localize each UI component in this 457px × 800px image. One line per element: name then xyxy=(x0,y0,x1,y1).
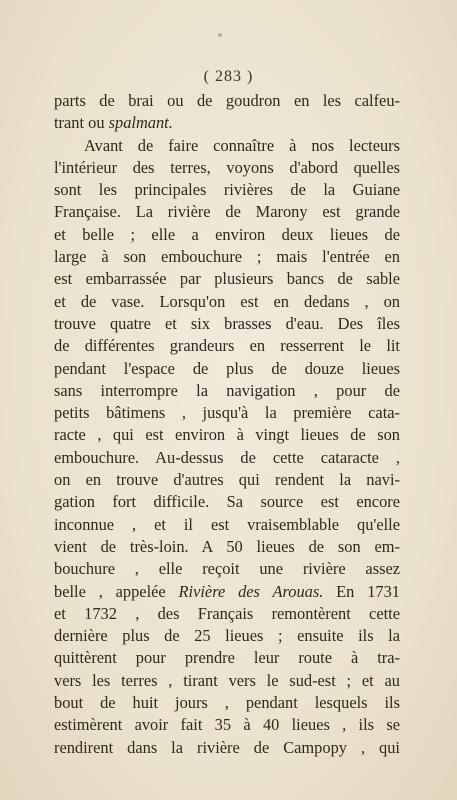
text-segment: Française. La rivière de Marony est grande xyxy=(54,202,400,222)
text-line xyxy=(54,469,400,491)
text-line xyxy=(54,670,400,692)
text-segment: trant ou xyxy=(54,113,109,133)
text-line xyxy=(54,647,400,669)
text-segment: dernière plus de 25 lieues ; ensuite ils la xyxy=(54,626,400,646)
text-line xyxy=(54,447,400,469)
text-line xyxy=(54,514,400,536)
text-line xyxy=(54,737,400,759)
text-line xyxy=(54,692,400,714)
text-segment: embouchure. Au-dessus de cette cataracte , xyxy=(54,447,400,467)
text-line xyxy=(54,90,400,112)
italic-text: Rivière des Arouas. xyxy=(178,581,324,601)
text-segment: rendirent dans la rivière de Campopy , qui xyxy=(54,737,400,757)
text-segment: et de vase. Lorsqu'on est en dedans , on xyxy=(54,291,400,311)
text-line xyxy=(54,201,400,223)
text-segment: inconnue , et il est vraisemblable qu'elle xyxy=(54,514,400,534)
text-line xyxy=(54,581,400,603)
text-segment: pendant l'espace de plus de douze lieues xyxy=(54,358,400,378)
text-line xyxy=(54,224,400,246)
body-text xyxy=(54,90,400,759)
text-line xyxy=(54,157,400,179)
paper-speck xyxy=(218,33,222,37)
text-line xyxy=(54,491,400,513)
text-line xyxy=(54,424,400,446)
text-line xyxy=(54,335,400,357)
text-segment: bouchure , elle reçoit une rivière assez xyxy=(54,559,400,579)
text-line xyxy=(54,558,400,580)
text-line xyxy=(54,536,400,558)
text-segment: petits bâtimens , jusqu'à la première cata- xyxy=(54,403,400,423)
italic-text: spalmant. xyxy=(108,113,173,133)
text-segment: et belle ; elle a environ deux lieues de xyxy=(54,224,400,244)
text-line xyxy=(54,291,400,313)
text-segment: quittèrent pour prendre leur route à tra- xyxy=(54,648,400,668)
text-segment: Avant de faire connaître à nos lecteurs xyxy=(84,135,400,155)
text-segment: parts de brai ou de goudron en les calfeu- xyxy=(54,91,400,110)
text-segment: on en trouve d'autres qui rendent la navi- xyxy=(54,470,400,490)
text-segment: racte , qui est environ à vingt lieues de son xyxy=(54,425,400,445)
text-line xyxy=(54,402,400,424)
text-segment: et 1732 , des Français remontèrent cette xyxy=(54,603,400,623)
text-segment: est embarrassée par plusieurs bancs de sable xyxy=(54,269,400,289)
text-line xyxy=(54,179,400,201)
text-segment: vient de très-loin. A 50 lieues de son em- xyxy=(54,536,400,556)
text-line xyxy=(54,625,400,647)
text-line xyxy=(54,380,400,402)
text-line xyxy=(54,268,400,290)
text-segment: l'intérieur des terres, voyons d'abord quelles xyxy=(54,157,400,177)
text-line xyxy=(54,358,400,380)
text-segment: sans interrompre la navigation , pour de xyxy=(54,380,400,400)
text-segment: En 1731 xyxy=(323,581,400,601)
text-segment: sont les principales rivières de la Guiane xyxy=(54,180,400,200)
text-segment: large à son embouchure ; mais l'entrée en xyxy=(54,247,400,267)
text-segment: trouve quatre et six brasses d'eau. Des îles xyxy=(54,313,400,333)
text-line xyxy=(54,714,400,736)
text-segment: belle , appelée xyxy=(54,581,179,601)
text-line xyxy=(54,313,400,335)
text-segment: vers les terres , tirant vers le sud-est ; et au xyxy=(54,670,400,690)
text-segment: estimèrent avoir fait 35 à 40 lieues , ils se xyxy=(54,715,400,735)
text-segment: bout de huit jours , pendant lesquels ils xyxy=(54,693,400,713)
text-segment: gation fort difficile. Sa source est encore xyxy=(54,492,400,512)
text-line xyxy=(54,603,400,625)
text-line xyxy=(54,246,400,268)
text-line xyxy=(54,135,400,157)
text-segment: de différentes grandeurs en resserrent le lit xyxy=(54,336,400,356)
page-number: ( 283 ) xyxy=(203,68,254,85)
text-line xyxy=(54,112,400,134)
